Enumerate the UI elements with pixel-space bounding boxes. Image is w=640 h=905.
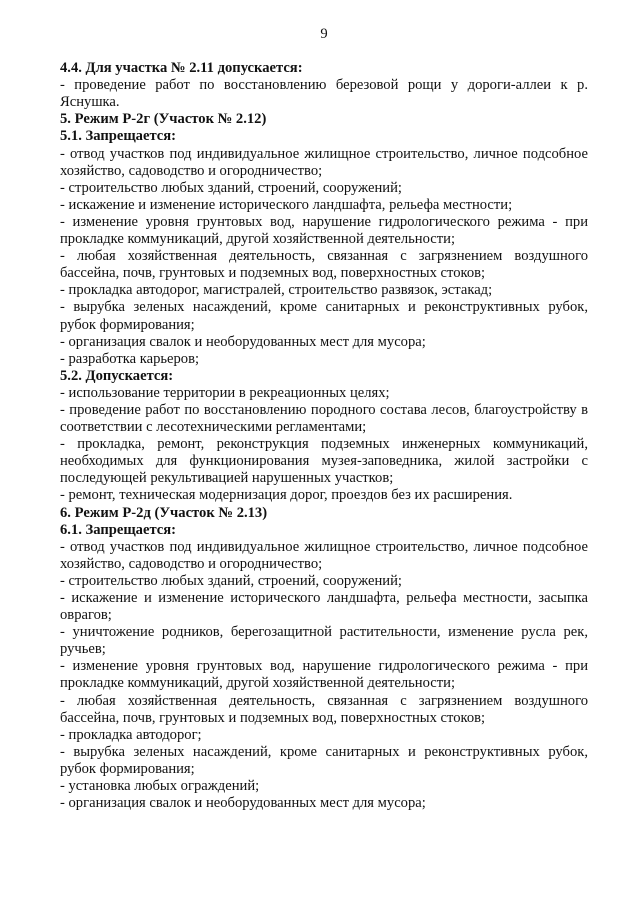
list-item: - любая хозяйственная деятельность, связанная с загрязнением воздушного бассейна, почв, грунтовых и подземных вод, поверхностных стоков;: [60, 692, 588, 726]
section-heading: 5. Режим Р-2г (Участок № 2.12): [60, 111, 267, 128]
list-item: - использование территории в рекреационных целях;: [60, 384, 390, 401]
list-item: - проведение работ по восстановлению породного состава лесов, благоустройству в соответствии с лесотехническими регламентами;: [60, 401, 588, 436]
list-item: - строительство любых зданий, строений, сооружений;: [60, 572, 402, 589]
document-page: [60, 26, 588, 812]
list-item: - искажение и изменение исторического ландшафта, рельефа местности, засыпка оврагов;: [60, 590, 588, 624]
list-item: - изменение уровня грунтовых вод, нарушение гидрологического режима - при прокладке коммуникаций, другой хозяйственной деятельности;: [60, 658, 588, 692]
list-item: - вырубка зеленых насаждений, кроме санитарных и реконструктивных рубок, рубок формирования;: [60, 299, 588, 333]
list-item: - вырубка зеленых насаждений, кроме санитарных и реконструктивных рубок, рубок формирования;: [60, 743, 588, 777]
list-item: - проведение работ по восстановлению березовой рощи у дороги-аллеи к р. Яснушка.: [60, 77, 588, 111]
document-body: [60, 60, 588, 812]
page-number: 9: [320, 26, 328, 42]
section-heading: 5.2. Допускается:: [60, 367, 174, 384]
list-item: - организация свалок и необорудованных мест для мусора;: [60, 333, 426, 350]
list-item: - прокладка автодорог;: [60, 726, 202, 743]
list-item: - организация свалок и необорудованных мест для мусора;: [60, 795, 426, 812]
list-item: - любая хозяйственная деятельность, связанная с загрязнением воздушного бассейна, почв, грунтовых и подземных вод, поверхностных стоков;: [60, 248, 588, 282]
section-heading: 6.1. Запрещается:: [60, 521, 177, 538]
list-item: - отвод участков под индивидуальное жилищное строительство, личное подсобное хозяйство, садоводство и огородничество;: [60, 145, 588, 179]
list-item: - ремонт, техническая модернизация дорог, проездов без их расширения.: [60, 487, 513, 504]
list-item: - искажение и изменение исторического ландшафта, рельефа местности;: [60, 196, 513, 213]
list-item: - разработка карьеров;: [60, 350, 200, 367]
list-item: - отвод участков под индивидуальное жилищное строительство, личное подсобное хозяйство, садоводство и огородничество;: [60, 538, 588, 572]
section-heading: 6. Режим Р-2д (Участок № 2.13): [60, 504, 268, 521]
section-heading: 5.1. Запрещается:: [60, 128, 177, 145]
list-item: - прокладка автодорог, магистралей, строительство развязок, эстакад;: [60, 282, 493, 299]
list-item: - прокладка, ремонт, реконструкция подземных инженерных коммуникаций, необходимых для функционирования музея-заповедника, жилой застройки с последующей рекультивацией нарушенных участков;: [60, 436, 588, 487]
list-item: - уничтожение родников, берегозащитной растительности, изменение русла рек, ручьев;: [60, 624, 588, 658]
list-item: - установка любых ограждений;: [60, 778, 260, 795]
list-item: - строительство любых зданий, строений, сооружений;: [60, 179, 402, 196]
list-item: - изменение уровня грунтовых вод, нарушение гидрологического режима - при прокладке коммуникаций, другой хозяйственной деятельности;: [60, 213, 588, 248]
section-heading: 4.4. Для участка № 2.11 допускается:: [60, 60, 303, 77]
